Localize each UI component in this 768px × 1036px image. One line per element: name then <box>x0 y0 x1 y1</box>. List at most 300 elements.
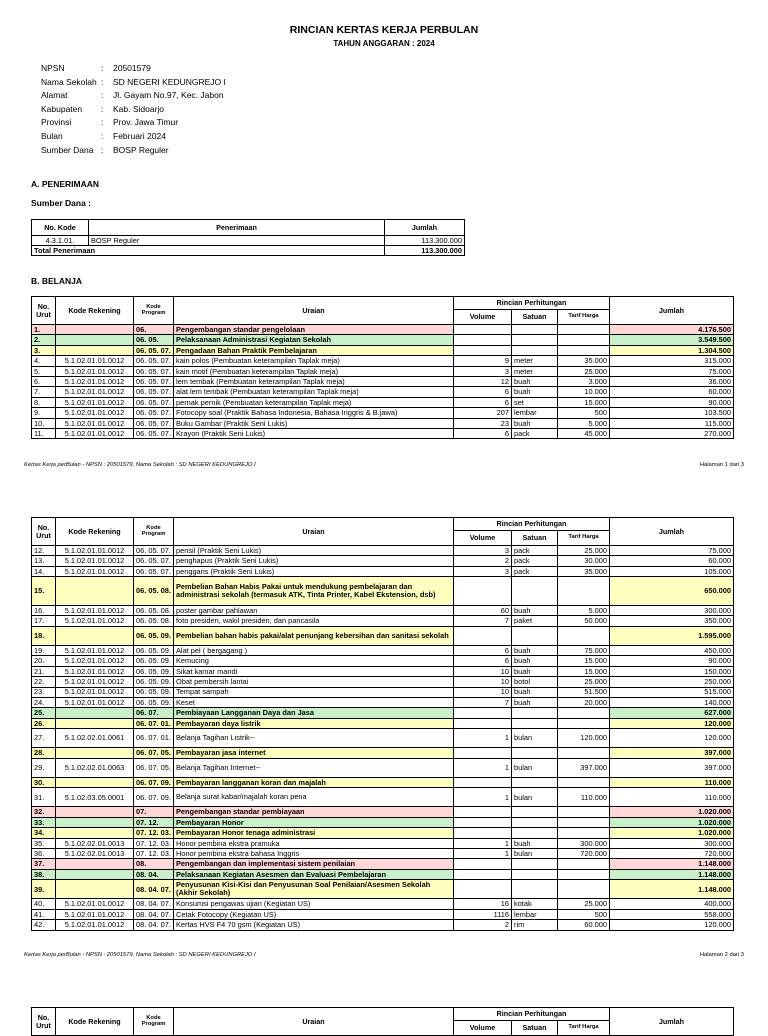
info-colon: : <box>101 130 104 141</box>
cell-kode-program: 06. 07. 01. <box>134 718 174 728</box>
cell-satuan: botol <box>512 677 558 687</box>
cell-no: 8. <box>32 397 56 407</box>
header-jumlah: Jumlah <box>610 297 734 325</box>
cell-no: 39. <box>32 880 56 899</box>
cell-kode-rekening: 5.1.02.01.01.0012 <box>56 677 134 687</box>
cell-tarif: 51.500 <box>558 687 610 697</box>
cell-no: 15. <box>32 577 56 606</box>
cell-satuan: lembar <box>512 909 558 919</box>
header-satuan: Satuan <box>512 531 558 546</box>
cell-volume <box>454 577 512 606</box>
cell-tarif <box>558 335 610 345</box>
cell-uraian: Belanja Tagihan Internet-- <box>174 758 454 777</box>
cell-tarif: 30.000 <box>558 556 610 566</box>
cell-volume: 6 <box>454 397 512 407</box>
cell-kode-rekening: 5.1.02.01.01.0012 <box>56 556 134 566</box>
cell-no: 4. <box>32 356 56 366</box>
cell-jumlah: 1.020.000 <box>610 817 734 827</box>
table-row <box>32 777 734 787</box>
cell-no: 38. <box>32 869 56 879</box>
cell-kode-rekening: 5.1.02.01.01.0012 <box>56 376 134 386</box>
cell-tarif <box>558 718 610 728</box>
cell-jumlah: 650.000 <box>610 577 734 606</box>
document-title: RINCIAN KERTAS KERJA PERBULAN <box>289 24 479 36</box>
cell-volume <box>454 869 512 879</box>
table-row <box>32 428 734 438</box>
cell-no: 13. <box>32 556 56 566</box>
cell-satuan: buah <box>512 645 558 655</box>
cell-kode-rekening: 5.1.02.01.01.0012 <box>56 616 134 626</box>
cell-no: 18. <box>32 626 56 645</box>
table-row <box>32 708 734 718</box>
cell-satuan: bulan <box>512 729 558 748</box>
page-footer-1 <box>24 462 744 468</box>
cell-no: 14. <box>32 566 56 576</box>
cell-kode-program: 07. 12. 03. <box>134 828 174 838</box>
cell-kode-rekening <box>56 708 134 718</box>
cell-kode-rekening <box>56 807 134 817</box>
cell-tarif: 3.000 <box>558 376 610 386</box>
header-kode-rekening: Kode Rekening <box>56 518 134 546</box>
table-row <box>32 626 734 645</box>
cell-volume: 2 <box>454 920 512 930</box>
cell-jumlah: 1.148.000 <box>610 880 734 899</box>
cell-uraian: Cetak Fotocopy (Kegiatan US) <box>174 909 454 919</box>
cell-jumlah: 270.000 <box>610 428 734 438</box>
cell-volume <box>454 748 512 758</box>
cell-volume: 6 <box>454 428 512 438</box>
cell-kode-program: 06. <box>134 325 174 335</box>
table-row <box>32 645 734 655</box>
table-row <box>32 656 734 666</box>
cell-kode-rekening: 5.1.02.01.01.0012 <box>56 387 134 397</box>
cell-no: 6. <box>32 376 56 386</box>
cell-kode-program: 06. 05. 07. <box>134 556 174 566</box>
cell-kode-program: 06. 05. 09. <box>134 697 174 707</box>
cell-tarif <box>558 345 610 355</box>
cell-kode-rekening: 5.1.02.03.05.0001 <box>56 788 134 807</box>
cell-kode-program: 06. 07. 09. <box>134 788 174 807</box>
cell-kode-rekening: 5.1.02.01.01.0012 <box>56 366 134 376</box>
cell-volume: 1 <box>454 848 512 858</box>
cell-jumlah: 1.595.000 <box>610 626 734 645</box>
cell-satuan <box>512 828 558 838</box>
cell-no: 5. <box>32 366 56 376</box>
table-row <box>32 605 734 615</box>
cell-uraian: Pembayaran daya listrik <box>174 718 454 728</box>
cell-uraian: Pembiayaan Langganan Daya dan Jasa <box>174 708 454 718</box>
table-row <box>32 909 734 919</box>
header-satuan: Satuan <box>512 1021 558 1036</box>
info-colon: : <box>101 63 104 73</box>
cell-tarif <box>558 859 610 869</box>
cell-volume: 10 <box>454 666 512 676</box>
cell-kode-program: 06. 05. 08. <box>134 616 174 626</box>
cell-kode-program: 06. 05. 07. <box>134 356 174 366</box>
cell-jumlah: 140.000 <box>610 697 734 707</box>
cell-kode-rekening <box>56 345 134 355</box>
cell-kode-program: 06. 07. 01. <box>134 729 174 748</box>
cell-tarif <box>558 577 610 606</box>
cell-no: 27. <box>32 729 56 748</box>
table-row <box>32 920 734 930</box>
cell-uraian: Honor pembina ekstra pramuka <box>174 838 454 848</box>
cell-no: 23. <box>32 687 56 697</box>
cell-kode-rekening: 5.1.02.01.01.0012 <box>56 566 134 576</box>
cell-kode-program: 07. 12. <box>134 817 174 827</box>
cell-no: 35. <box>32 838 56 848</box>
cell-uraian: Pelaksanaan Administrasi Kegiatan Sekolah <box>174 335 454 345</box>
cell-kode-program: 06. 05. 09. <box>134 666 174 676</box>
cell-uraian: Pelaksanaan Kegiatan Asesmen dan Evaluasi Pembelajaran <box>174 869 454 879</box>
footer-left-text: Kertas Kerja perBulan - NPSN : 20501579, Nama Sekolah : SD NEGERI KEDUNGREJO I <box>24 952 256 958</box>
cell-uraian: Keset <box>174 697 454 707</box>
header-no-urut: No. Urut <box>32 297 56 325</box>
sumber-dana-label: Sumber Dana : <box>31 198 91 208</box>
cell-tarif <box>558 817 610 827</box>
cell-uraian: Tempat sampah <box>174 687 454 697</box>
cell-volume <box>454 817 512 827</box>
cell-tarif: 35.000 <box>558 566 610 576</box>
cell-satuan: pack <box>512 546 558 556</box>
cell-kode-rekening: 5.1.02.01.01.0012 <box>56 909 134 919</box>
cell-uraian: Kertas HVS F4 70 gsm (Kegiatan US) <box>174 920 454 930</box>
cell-uraian: Buku Gambar (Praktik Seni Lukis) <box>174 418 454 428</box>
cell-kode-program: 08. 04. 07. <box>134 899 174 909</box>
cell-tarif: 25.000 <box>558 366 610 376</box>
cell-tarif: 25.000 <box>558 546 610 556</box>
info-value: Februari 2024 <box>113 130 166 141</box>
table-row <box>32 880 734 899</box>
info-colon: : <box>101 76 104 87</box>
cell-satuan: buah <box>512 387 558 397</box>
cell-volume: 3 <box>454 366 512 376</box>
table-row <box>32 848 734 858</box>
cell-no: 21. <box>32 666 56 676</box>
cell-jumlah: 60.000 <box>610 387 734 397</box>
cell-satuan: buah <box>512 656 558 666</box>
cell-satuan <box>512 577 558 606</box>
cell-kode-rekening <box>56 777 134 787</box>
cell-satuan: buah <box>512 666 558 676</box>
cell-kode-program: 08. 04. 07. <box>134 920 174 930</box>
cell-satuan: meter <box>512 356 558 366</box>
cell-uraian: Konsumsi pengawas ujian (Kegiatan US) <box>174 899 454 909</box>
cell-jumlah: 250.000 <box>610 677 734 687</box>
cell-jumlah: 450.000 <box>610 645 734 655</box>
cell-tarif: 500 <box>558 408 610 418</box>
cell-jumlah: 75.000 <box>610 546 734 556</box>
table-row <box>32 697 734 707</box>
penerimaan-nama: BOSP Reguler <box>89 236 385 246</box>
cell-satuan: buah <box>512 838 558 848</box>
cell-uraian: lem tembak (Pembuatan keterampilan Taplak meja) <box>174 376 454 386</box>
cell-no: 2. <box>32 335 56 345</box>
cell-no: 10. <box>32 418 56 428</box>
belanja-table-page-2 <box>31 517 734 931</box>
cell-satuan <box>512 626 558 645</box>
cell-tarif: 50.000 <box>558 616 610 626</box>
cell-kode-rekening: 5.1.02.01.01.0012 <box>56 546 134 556</box>
table-row <box>32 356 734 366</box>
cell-volume: 9 <box>454 356 512 366</box>
cell-no: 41. <box>32 909 56 919</box>
cell-no: 3. <box>32 345 56 355</box>
table-row <box>32 366 734 376</box>
info-row <box>41 130 226 144</box>
penerimaan-kode: 4.3.1.01. <box>32 236 89 246</box>
cell-uraian: pensil (Praktik Seni Lukis) <box>174 546 454 556</box>
total-penerimaan-jumlah: 113.300.000 <box>385 246 465 256</box>
table-row <box>32 748 734 758</box>
cell-tarif: 45.000 <box>558 428 610 438</box>
cell-volume: 3 <box>454 566 512 576</box>
cell-kode-rekening <box>56 325 134 335</box>
cell-satuan: buah <box>512 687 558 697</box>
cell-jumlah: 1.304.500 <box>610 345 734 355</box>
cell-volume <box>454 718 512 728</box>
info-key: Sumber Dana <box>41 144 94 155</box>
cell-jumlah: 315.000 <box>610 356 734 366</box>
cell-no: 36. <box>32 848 56 858</box>
cell-tarif: 500 <box>558 909 610 919</box>
cell-satuan: bulan <box>512 788 558 807</box>
cell-no: 31. <box>32 788 56 807</box>
cell-uraian: penghapus (Praktik Seni Lukis) <box>174 556 454 566</box>
cell-jumlah: 110.000 <box>610 788 734 807</box>
cell-jumlah: 90.000 <box>610 397 734 407</box>
cell-volume: 6 <box>454 656 512 666</box>
cell-tarif <box>558 325 610 335</box>
cell-satuan: pack <box>512 566 558 576</box>
header-uraian: Uraian <box>174 518 454 546</box>
cell-jumlah: 1.148.000 <box>610 859 734 869</box>
header-no-urut: No. Urut <box>32 1008 56 1036</box>
cell-satuan <box>512 807 558 817</box>
cell-kode-rekening: 5.1.02.01.01.0012 <box>56 697 134 707</box>
page-footer-2 <box>24 952 744 958</box>
cell-tarif: 5.000 <box>558 418 610 428</box>
cell-uraian: Pembayaran jasa internet <box>174 748 454 758</box>
cell-kode-rekening: 5.1.02.02.01.0013 <box>56 848 134 858</box>
cell-volume: 7 <box>454 616 512 626</box>
cell-kode-program: 06. 05. 07. <box>134 408 174 418</box>
cell-no: 34. <box>32 828 56 838</box>
cell-volume <box>454 626 512 645</box>
table-row <box>32 869 734 879</box>
header-kode-rekening: Kode Rekening <box>56 297 134 325</box>
header-rincian-perhitungan: Rincian Perhitungan <box>454 297 610 310</box>
cell-kode-rekening: 5.1.02.01.01.0012 <box>56 656 134 666</box>
info-value: SD NEGERI KEDUNGREJO I <box>113 76 226 87</box>
cell-kode-program: 06. 05. 07. <box>134 418 174 428</box>
info-colon: : <box>101 117 104 128</box>
cell-tarif: 110.000 <box>558 788 610 807</box>
cell-jumlah: 90.000 <box>610 656 734 666</box>
info-value: Kab. Sidoarjo <box>113 103 165 114</box>
cell-tarif <box>558 748 610 758</box>
header-tarif-harga: Tarif Harga <box>558 531 610 546</box>
table-row <box>32 788 734 807</box>
cell-kode-program: 06. 05. 07. <box>134 428 174 438</box>
header-rincian-perhitungan: Rincian Perhitungan <box>454 1008 610 1021</box>
cell-uraian: Pengembangan dan implementasi sistem penilaian <box>174 859 454 869</box>
cell-jumlah: 36.000 <box>610 376 734 386</box>
penerimaan-jumlah: 113.300.000 <box>385 236 465 246</box>
table-row <box>32 236 465 246</box>
table-row <box>32 418 734 428</box>
cell-tarif <box>558 807 610 817</box>
cell-tarif: 60.000 <box>558 920 610 930</box>
cell-volume <box>454 345 512 355</box>
table-row <box>32 666 734 676</box>
cell-satuan: buah <box>512 418 558 428</box>
info-colon: : <box>101 103 104 114</box>
cell-tarif: 15.000 <box>558 666 610 676</box>
cell-no: 42. <box>32 920 56 930</box>
header-tarif-harga: Tarif Harga <box>558 310 610 325</box>
cell-jumlah: 103.500 <box>610 408 734 418</box>
cell-kode-program: 06. 07. 09. <box>134 777 174 787</box>
cell-volume <box>454 807 512 817</box>
info-row <box>41 89 226 103</box>
cell-satuan <box>512 817 558 827</box>
cell-jumlah: 120.000 <box>610 718 734 728</box>
cell-kode-program: 06. 05. 07. <box>134 397 174 407</box>
header-kode-program: Kode Program <box>134 1008 174 1036</box>
cell-kode-rekening <box>56 577 134 606</box>
header-volume: Volume <box>454 310 512 325</box>
cell-jumlah: 120.000 <box>610 729 734 748</box>
cell-tarif: 25.000 <box>558 899 610 909</box>
info-colon: : <box>101 144 104 155</box>
cell-volume: 16 <box>454 899 512 909</box>
cell-tarif <box>558 869 610 879</box>
cell-satuan: meter <box>512 366 558 376</box>
footer-page-number: Halaman 1 dari 3 <box>699 462 744 468</box>
cell-tarif: 720.000 <box>558 848 610 858</box>
cell-satuan <box>512 748 558 758</box>
belanja-table-page-3 <box>31 1007 734 1036</box>
cell-volume: 1 <box>454 729 512 748</box>
cell-jumlah: 4.176.500 <box>610 325 734 335</box>
info-key: Kabupaten <box>41 103 83 114</box>
cell-jumlah: 350.000 <box>610 616 734 626</box>
cell-kode-program: 06. 05. 08. <box>134 577 174 606</box>
cell-kode-program: 07. 12. 03. <box>134 838 174 848</box>
cell-kode-rekening <box>56 828 134 838</box>
info-row <box>41 144 226 158</box>
cell-kode-program: 06. 05. 07. <box>134 546 174 556</box>
cell-kode-program: 06. 05. 09. <box>134 626 174 645</box>
cell-uraian: Honor pembina ekstra bahasa Inggris <box>174 848 454 858</box>
cell-satuan <box>512 777 558 787</box>
cell-kode-rekening: 5.1.02.01.01.0012 <box>56 418 134 428</box>
cell-satuan: pack <box>512 556 558 566</box>
cell-tarif <box>558 777 610 787</box>
info-value: 20501579 <box>113 63 151 73</box>
cell-no: 40. <box>32 899 56 909</box>
cell-satuan: buah <box>512 605 558 615</box>
cell-uraian: alat lem tembak (Pembuatan keterampilan Taplak meja) <box>174 387 454 397</box>
cell-tarif: 15.000 <box>558 397 610 407</box>
cell-kode-rekening: 5.1.02.02.01.0061 <box>56 729 134 748</box>
cell-volume: 6 <box>454 387 512 397</box>
cell-kode-program: 06. 05. <box>134 335 174 345</box>
cell-uraian: Pengembangan standar pembiayaan <box>174 807 454 817</box>
cell-satuan: rim <box>512 920 558 930</box>
cell-satuan: buah <box>512 376 558 386</box>
cell-no: 22. <box>32 677 56 687</box>
cell-kode-program: 06. 05. 07. <box>134 345 174 355</box>
cell-jumlah: 150.000 <box>610 666 734 676</box>
header-no-kode: No. Kode <box>32 220 89 236</box>
cell-tarif <box>558 880 610 899</box>
info-row <box>41 76 226 90</box>
cell-kode-rekening <box>56 817 134 827</box>
cell-kode-program: 08. <box>134 859 174 869</box>
table-row <box>32 335 734 345</box>
cell-no: 33. <box>32 817 56 827</box>
table-row <box>32 718 734 728</box>
cell-volume: 2 <box>454 556 512 566</box>
cell-tarif: 300.000 <box>558 838 610 848</box>
cell-kode-rekening: 5.1.02.01.01.0012 <box>56 899 134 909</box>
cell-satuan: kotak <box>512 899 558 909</box>
table-row <box>32 376 734 386</box>
cell-uraian: Kemucing <box>174 656 454 666</box>
cell-no: 28. <box>32 748 56 758</box>
cell-volume: 7 <box>454 697 512 707</box>
cell-kode-rekening: 5.1.02.01.01.0012 <box>56 408 134 418</box>
cell-volume: 12 <box>454 376 512 386</box>
cell-kode-rekening: 5.1.02.02.01.0013 <box>56 838 134 848</box>
cell-kode-rekening: 5.1.02.01.01.0012 <box>56 687 134 697</box>
cell-uraian: Alat pel ( bergagang ) <box>174 645 454 655</box>
header-jumlah: Jumlah <box>385 220 465 236</box>
cell-satuan: lembar <box>512 408 558 418</box>
cell-kode-program: 07. 12. 03. <box>134 848 174 858</box>
cell-no: 37. <box>32 859 56 869</box>
cell-kode-program: 06. 05. 09. <box>134 677 174 687</box>
cell-kode-rekening: 5.1.02.01.01.0012 <box>56 920 134 930</box>
cell-jumlah: 300.000 <box>610 838 734 848</box>
header-jumlah: Jumlah <box>610 518 734 546</box>
table-row <box>32 859 734 869</box>
cell-kode-rekening: 5.1.02.01.01.0012 <box>56 397 134 407</box>
cell-tarif: 20.000 <box>558 697 610 707</box>
cell-satuan <box>512 869 558 879</box>
cell-satuan: pack <box>512 428 558 438</box>
header-uraian: Uraian <box>174 1008 454 1036</box>
info-colon: : <box>101 90 104 101</box>
cell-satuan: bulan <box>512 848 558 858</box>
cell-kode-program: 06. 07. 05. <box>134 748 174 758</box>
table-row <box>32 345 734 355</box>
cell-kode-rekening: 5.1.02.01.01.0012 <box>56 356 134 366</box>
cell-satuan <box>512 345 558 355</box>
penerimaan-table <box>31 219 465 256</box>
cell-uraian: Pembayaran langganan koran dan majalah <box>174 777 454 787</box>
header-satuan: Satuan <box>512 310 558 325</box>
total-penerimaan-label: Total Penerimaan <box>32 246 385 256</box>
cell-kode-rekening <box>56 869 134 879</box>
school-info <box>41 62 226 157</box>
table-row <box>32 566 734 576</box>
cell-kode-program: 06. 05. 09. <box>134 645 174 655</box>
cell-tarif <box>558 828 610 838</box>
cell-volume: 1 <box>454 838 512 848</box>
